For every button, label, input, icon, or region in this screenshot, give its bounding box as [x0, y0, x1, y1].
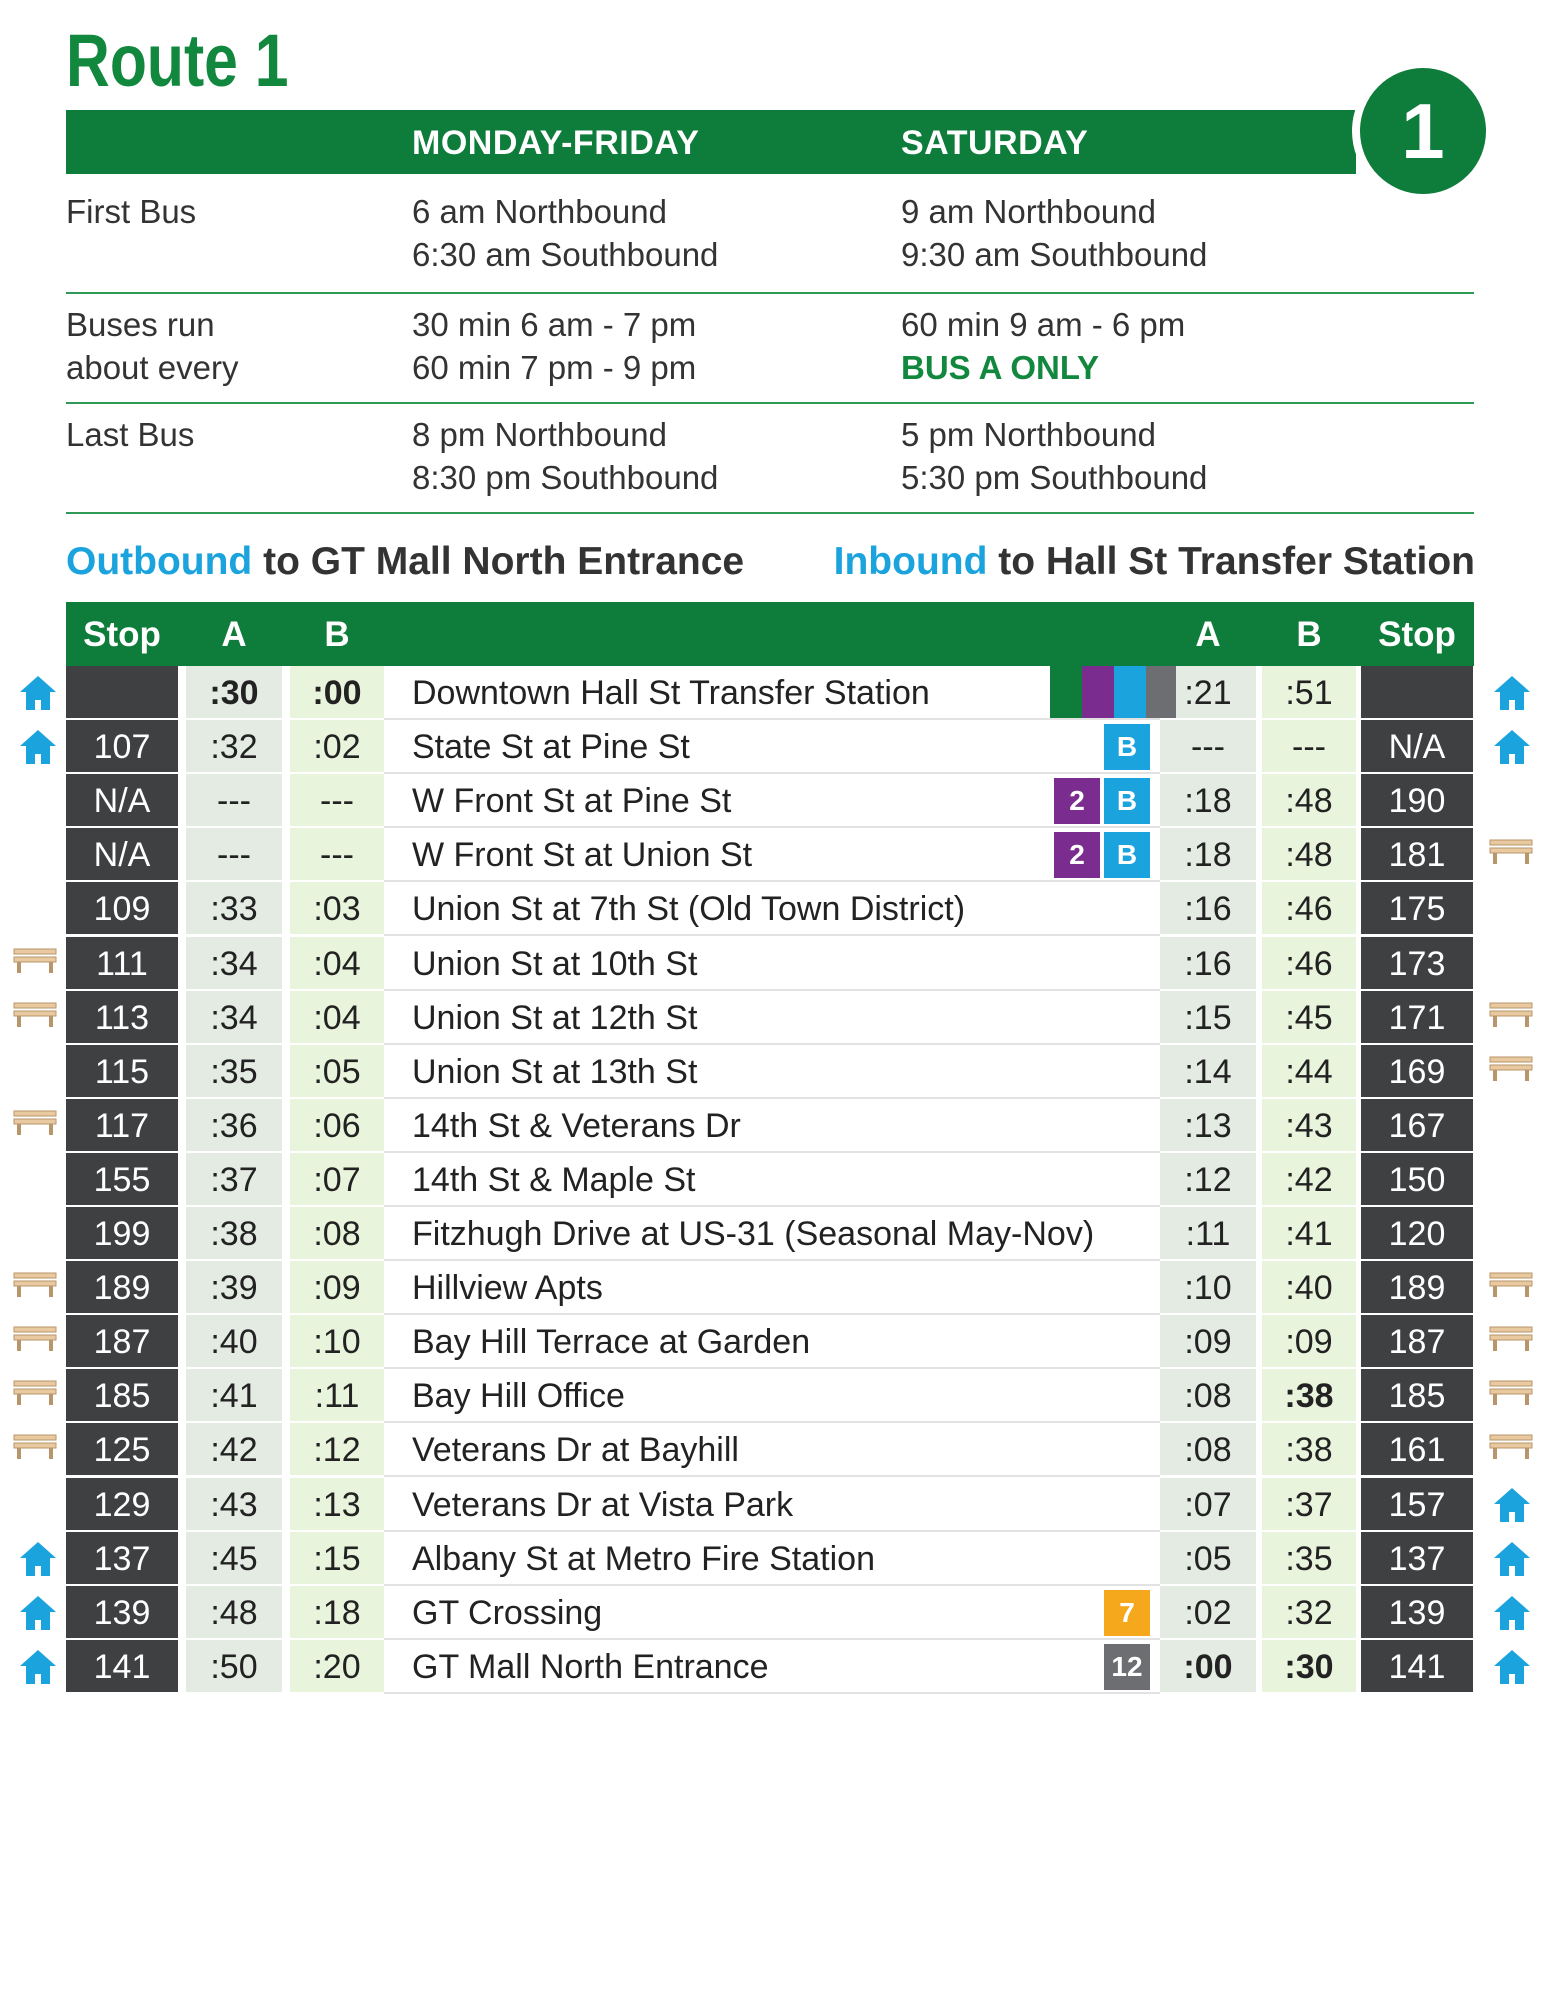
- stop-name: W Front St at Pine St: [412, 782, 732, 821]
- inbound-a-time: :21: [1160, 666, 1256, 718]
- shelter-icon: [1492, 728, 1536, 768]
- table-row: [0, 720, 1545, 774]
- stop-name: Hillview Apts: [412, 1269, 603, 1308]
- shelter-icon: [1492, 1486, 1536, 1526]
- outbound-b-time: :10: [290, 1315, 384, 1367]
- inbound-b-time: :38: [1262, 1369, 1356, 1421]
- inbound-b-time: ---: [1262, 720, 1356, 772]
- stop-right-header: Stop: [1378, 615, 1456, 654]
- inbound-a-time: :02: [1160, 1586, 1256, 1638]
- a-right-header: A: [1195, 615, 1221, 654]
- inbound-stop-number: 171: [1361, 991, 1473, 1043]
- outbound-b-time: ---: [290, 774, 384, 826]
- inbound-b-time: :30: [1262, 1640, 1356, 1692]
- inbound-stop-number: 187: [1361, 1315, 1473, 1367]
- inbound-stop-number: N/A: [1361, 720, 1473, 772]
- bench-icon: [12, 1431, 56, 1471]
- inbound-stop-number: 120: [1361, 1207, 1473, 1259]
- shelter-icon: [18, 728, 62, 768]
- inbound-stop-number: 167: [1361, 1099, 1473, 1151]
- shelter-icon: [18, 1540, 62, 1580]
- outbound-a-time: :43: [186, 1478, 282, 1530]
- inbound-a-time: ---: [1160, 720, 1256, 772]
- route-title: Route 1: [66, 19, 289, 102]
- table-row: [0, 1423, 1545, 1477]
- outbound-a-time: :39: [186, 1261, 282, 1313]
- bench-icon: [1488, 1269, 1532, 1309]
- stop-name: Union St at 10th St: [412, 944, 698, 983]
- b-right-header: B: [1296, 615, 1322, 654]
- outbound-b-time: :05: [290, 1045, 384, 1097]
- outbound-a-time: :50: [186, 1640, 282, 1692]
- inbound-a-time: :10: [1160, 1261, 1256, 1313]
- transfer-route-2-badge[interactable]: 2: [1054, 832, 1100, 878]
- inbound-stop-number: 181: [1361, 828, 1473, 880]
- stop-name: Bay Hill Office: [412, 1377, 625, 1416]
- row-divider: [384, 1692, 1160, 1694]
- inbound-stop-number: [1361, 666, 1473, 718]
- saturday-value: 5 pm Northbound 5:30 pm Southbound: [901, 416, 1208, 496]
- inbound-stop-number: 173: [1361, 937, 1473, 989]
- inbound-b-time: :32: [1262, 1586, 1356, 1638]
- inbound-stop-number: 190: [1361, 774, 1473, 826]
- table-row: [0, 1261, 1545, 1315]
- inbound-a-time: :09: [1160, 1315, 1256, 1367]
- shelter-icon: [1492, 674, 1536, 714]
- shelter-icon: [18, 674, 62, 714]
- weekday-value: 8 pm Northbound 8:30 pm Southbound: [412, 416, 719, 496]
- outbound-a-time: :41: [186, 1369, 282, 1421]
- table-row: [0, 1640, 1545, 1694]
- bench-icon: [1488, 836, 1532, 876]
- inbound-a-time: :16: [1160, 882, 1256, 934]
- shelter-icon: [1492, 1540, 1536, 1580]
- inbound-a-time: :08: [1160, 1369, 1256, 1421]
- bench-icon: [1488, 1323, 1532, 1363]
- outbound-stop-number: 189: [66, 1261, 178, 1313]
- divider: [66, 512, 1474, 514]
- inbound-b-time: :37: [1262, 1478, 1356, 1530]
- inbound-a-time: :15: [1160, 991, 1256, 1043]
- stop-name: GT Mall North Entrance: [412, 1647, 769, 1686]
- table-row: [0, 1099, 1545, 1153]
- outbound-b-time: ---: [290, 828, 384, 880]
- bench-icon: [12, 1107, 56, 1147]
- outbound-b-time: :20: [290, 1640, 384, 1692]
- outbound-stop-number: 155: [66, 1153, 178, 1205]
- table-row: [0, 1207, 1545, 1261]
- outbound-b-time: :11: [290, 1369, 384, 1421]
- table-row: [0, 1478, 1545, 1532]
- inbound-keyword: Inbound: [833, 540, 988, 583]
- outbound-a-time: :37: [186, 1153, 282, 1205]
- stop-name: Bay Hill Terrace at Garden: [412, 1323, 811, 1362]
- service-label: Buses run about every: [66, 306, 239, 386]
- outbound-stop-number: N/A: [66, 774, 178, 826]
- outbound-destination: to GT Mall North Entrance: [252, 540, 745, 583]
- inbound-stop-number: 175: [1361, 882, 1473, 934]
- outbound-a-time: :34: [186, 937, 282, 989]
- inbound-a-time: :11: [1160, 1207, 1256, 1259]
- stop-name: State St at Pine St: [412, 728, 690, 767]
- inbound-b-time: :38: [1262, 1423, 1356, 1475]
- bench-icon: [1488, 1053, 1532, 1093]
- service-label: Last Bus: [66, 416, 195, 453]
- stop-name: Downtown Hall St Transfer Station: [412, 674, 930, 712]
- table-row: [0, 1153, 1545, 1207]
- outbound-stop-number: 125: [66, 1423, 178, 1475]
- inbound-b-time: :48: [1262, 828, 1356, 880]
- stop-name: W Front St at Union St: [412, 836, 753, 875]
- outbound-b-time: :02: [290, 720, 384, 772]
- outbound-b-time: :06: [290, 1099, 384, 1151]
- b-left-header: B: [324, 615, 350, 654]
- outbound-stop-number: 107: [66, 720, 178, 772]
- outbound-a-time: :36: [186, 1099, 282, 1151]
- inbound-stop-number: 139: [1361, 1586, 1473, 1638]
- outbound-a-time: :34: [186, 991, 282, 1043]
- stop-name: Veterans Dr at Bayhill: [412, 1431, 739, 1470]
- inbound-b-time: :45: [1262, 991, 1356, 1043]
- inbound-a-time: :18: [1160, 828, 1256, 880]
- outbound-b-time: :08: [290, 1207, 384, 1259]
- outbound-heading: [66, 540, 744, 584]
- outbound-stop-number: 141: [66, 1640, 178, 1692]
- weekday-value: 30 min 6 am - 7 pm 60 min 7 pm - 9 pm: [412, 306, 697, 386]
- outbound-a-time: :30: [186, 666, 282, 718]
- stop-left-header: Stop: [83, 615, 161, 654]
- table-row: [0, 1369, 1545, 1423]
- stop-name: Union St at 12th St: [412, 998, 698, 1037]
- inbound-stop-number: 150: [1361, 1153, 1473, 1205]
- stop-name: GT Crossing: [412, 1593, 603, 1632]
- stop-name: 14th St & Veterans Dr: [412, 1106, 741, 1145]
- table-row: [0, 828, 1545, 882]
- outbound-stop-number: 185: [66, 1369, 178, 1421]
- inbound-a-time: :12: [1160, 1153, 1256, 1205]
- shelter-icon: [1492, 1648, 1536, 1688]
- inbound-b-time: :46: [1262, 937, 1356, 989]
- outbound-b-time: :00: [290, 666, 384, 718]
- transfer-route-b-badge[interactable]: B: [1104, 724, 1150, 770]
- outbound-stop-number: 117: [66, 1099, 178, 1151]
- inbound-stop-number: 161: [1361, 1423, 1473, 1475]
- outbound-stop-number: 109: [66, 882, 178, 934]
- transfer-color-strip: [1082, 666, 1114, 718]
- inbound-b-time: :09: [1262, 1315, 1356, 1367]
- outbound-stop-number: 199: [66, 1207, 178, 1259]
- inbound-a-time: :05: [1160, 1532, 1256, 1584]
- outbound-stop-number: 129: [66, 1478, 178, 1530]
- transfer-color-strip: [1146, 666, 1176, 718]
- inbound-a-time: :13: [1160, 1099, 1256, 1151]
- transfer-route-12-badge[interactable]: 12: [1104, 1644, 1150, 1690]
- inbound-heading: [834, 540, 1475, 584]
- outbound-stop-number: 115: [66, 1045, 178, 1097]
- table-row: [0, 991, 1545, 1045]
- outbound-a-time: ---: [186, 774, 282, 826]
- inbound-stop-number: 157: [1361, 1478, 1473, 1530]
- inbound-b-time: :35: [1262, 1532, 1356, 1584]
- stop-name: Union St at 13th St: [412, 1052, 698, 1091]
- outbound-b-time: :13: [290, 1478, 384, 1530]
- saturday-value: 9 am Northbound 9:30 am Southbound: [901, 193, 1208, 273]
- outbound-stop-number: 139: [66, 1586, 178, 1638]
- outbound-b-time: :04: [290, 937, 384, 989]
- outbound-a-time: :32: [186, 720, 282, 772]
- weekday-value: 6 am Northbound 6:30 am Southbound: [412, 193, 719, 273]
- table-row: [0, 1315, 1545, 1369]
- inbound-a-time: :00: [1160, 1640, 1256, 1692]
- outbound-stop-number: 187: [66, 1315, 178, 1367]
- outbound-b-time: :07: [290, 1153, 384, 1205]
- outbound-b-time: :12: [290, 1423, 384, 1475]
- outbound-a-time: :42: [186, 1423, 282, 1475]
- table-row: [0, 1532, 1545, 1586]
- stop-name: 14th St & Maple St: [412, 1160, 696, 1199]
- transfer-route-b-badge[interactable]: B: [1104, 832, 1150, 878]
- bench-icon: [12, 1377, 56, 1417]
- outbound-b-time: :03: [290, 882, 384, 934]
- outbound-a-time: :33: [186, 882, 282, 934]
- inbound-destination: to Hall St Transfer Station: [987, 540, 1475, 583]
- table-row: [0, 1045, 1545, 1099]
- a-left-header: A: [221, 615, 247, 654]
- divider: [66, 292, 1474, 294]
- inbound-stop-number: 169: [1361, 1045, 1473, 1097]
- saturday-header: SATURDAY: [901, 124, 1089, 162]
- divider: [66, 402, 1474, 404]
- outbound-keyword: Outbound: [66, 540, 253, 583]
- saturday-note: BUS A ONLY: [901, 349, 1100, 386]
- outbound-stop-number: N/A: [66, 828, 178, 880]
- bench-icon: [1488, 999, 1532, 1039]
- stop-name: Union St at 7th St (Old Town District): [412, 890, 966, 929]
- inbound-b-time: :43: [1262, 1099, 1356, 1151]
- inbound-b-time: :44: [1262, 1045, 1356, 1097]
- stop-name: Veterans Dr at Vista Park: [412, 1485, 794, 1524]
- outbound-a-time: ---: [186, 828, 282, 880]
- inbound-a-time: :07: [1160, 1478, 1256, 1530]
- outbound-stop-number: 113: [66, 991, 178, 1043]
- outbound-b-time: :18: [290, 1586, 384, 1638]
- transfer-color-strip: [1050, 666, 1082, 718]
- inbound-b-time: :51: [1262, 666, 1356, 718]
- weekday-header: MONDAY-FRIDAY: [412, 124, 700, 162]
- table-row: [0, 937, 1545, 991]
- inbound-stop-number: 189: [1361, 1261, 1473, 1313]
- stop-name: Albany St at Metro Fire Station: [412, 1539, 875, 1578]
- outbound-a-time: :38: [186, 1207, 282, 1259]
- inbound-b-time: :41: [1262, 1207, 1356, 1259]
- bench-icon: [1488, 1431, 1532, 1471]
- transfer-route-2-badge[interactable]: 2: [1054, 778, 1100, 824]
- inbound-b-time: :40: [1262, 1261, 1356, 1313]
- outbound-a-time: :48: [186, 1586, 282, 1638]
- inbound-b-time: :48: [1262, 774, 1356, 826]
- bench-icon: [12, 1269, 56, 1309]
- outbound-b-time: :04: [290, 991, 384, 1043]
- inbound-stop-number: 137: [1361, 1532, 1473, 1584]
- outbound-b-time: :09: [290, 1261, 384, 1313]
- route-number-badge: 1: [1352, 60, 1494, 202]
- outbound-a-time: :35: [186, 1045, 282, 1097]
- saturday-value: 60 min 9 am - 6 pm BUS A ONLY: [901, 303, 1185, 389]
- table-row: [0, 666, 1545, 720]
- outbound-b-time: :15: [290, 1532, 384, 1584]
- table-row: [0, 774, 1545, 828]
- inbound-a-time: :14: [1160, 1045, 1256, 1097]
- bench-icon: [12, 999, 56, 1039]
- table-row: [0, 882, 1545, 936]
- inbound-a-time: :08: [1160, 1423, 1256, 1475]
- timetable-header: [66, 602, 1474, 666]
- service-label: First Bus: [66, 193, 197, 230]
- inbound-stop-number: 141: [1361, 1640, 1473, 1692]
- transfer-route-7-badge[interactable]: 7: [1104, 1590, 1150, 1636]
- inbound-b-time: :46: [1262, 882, 1356, 934]
- inbound-a-time: :18: [1160, 774, 1256, 826]
- transfer-route-b-badge[interactable]: B: [1104, 778, 1150, 824]
- bench-icon: [1488, 1377, 1532, 1417]
- bench-icon: [12, 945, 56, 985]
- outbound-stop-number: 137: [66, 1532, 178, 1584]
- transfer-color-strip: [1114, 666, 1146, 718]
- inbound-a-time: :16: [1160, 937, 1256, 989]
- inbound-stop-number: 185: [1361, 1369, 1473, 1421]
- shelter-icon: [1492, 1594, 1536, 1634]
- shelter-icon: [18, 1594, 62, 1634]
- outbound-stop-number: [66, 666, 178, 718]
- outbound-a-time: :45: [186, 1532, 282, 1584]
- stop-name: Fitzhugh Drive at US-31 (Seasonal May-Nov): [412, 1215, 1095, 1253]
- outbound-a-time: :40: [186, 1315, 282, 1367]
- bench-icon: [12, 1323, 56, 1363]
- shelter-icon: [18, 1648, 62, 1688]
- table-row: [0, 1586, 1545, 1640]
- outbound-stop-number: 111: [66, 937, 178, 989]
- service-header-bar: [66, 110, 1356, 174]
- inbound-b-time: :42: [1262, 1153, 1356, 1205]
